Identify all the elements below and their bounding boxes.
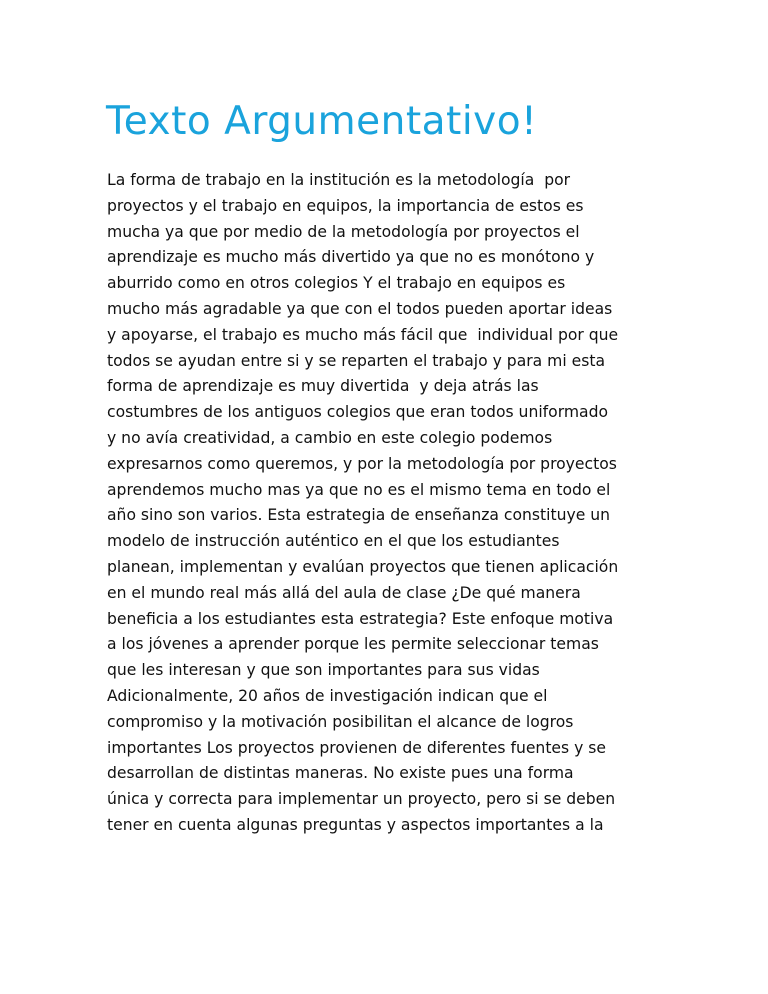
text-line: aprendemos mucho mas ya que no es el mismo tema en todo el bbox=[107, 480, 611, 499]
text-line: tener en cuenta algunas preguntas y aspectos importantes a la bbox=[107, 815, 604, 834]
text-line: forma de aprendizaje es muy divertida y deja atrás las bbox=[107, 377, 539, 396]
text-line: planean, implementan y evalúan proyectos que tienen aplicación bbox=[107, 557, 619, 576]
text-line: proyectos y el trabajo en equipos, la importancia de estos es bbox=[107, 196, 584, 215]
text-line: expresarnos como queremos, y por la metodología por proyectos bbox=[107, 454, 617, 473]
document-title: Texto Argumentativo! bbox=[106, 99, 538, 144]
text-line: aprendizaje es mucho más divertido ya que no es monótono y bbox=[107, 248, 595, 267]
text-line: año sino son varios. Esta estrategia de enseñanza constituye un bbox=[107, 506, 611, 525]
text-line: mucha ya que por medio de la metodología por proyectos el bbox=[107, 222, 580, 241]
text-line: todos se ayudan entre si y se reparten el trabajo y para mi esta bbox=[107, 351, 606, 370]
text-line: La forma de trabajo en la institución es la metodología por bbox=[107, 171, 571, 189]
text-line: a los jóvenes a aprender porque les permite seleccionar temas bbox=[107, 635, 599, 654]
text-line: que les interesan y que son importantes para sus vidas bbox=[107, 661, 540, 680]
text-line: y no avía creatividad, a cambio en este colegio podemos bbox=[107, 428, 553, 447]
text-line: y apoyarse, el trabajo es mucho más fácil que individual por que bbox=[107, 325, 619, 344]
text-line: Adicionalmente, 20 años de investigación indican que el bbox=[107, 686, 548, 705]
text-line: aburrido como en otros colegios Y el trabajo en equipos es bbox=[107, 274, 566, 293]
text-line: compromiso y la motivación posibilitan el alcance de logros bbox=[107, 712, 574, 731]
text-line: importantes Los proyectos provienen de diferentes fuentes y se bbox=[107, 738, 607, 757]
text-line: costumbres de los antiguos colegios que eran todos uniformado bbox=[107, 403, 609, 422]
text-line: única y correcta para implementar un proyecto, pero si se deben bbox=[107, 790, 616, 809]
document-body bbox=[107, 168, 618, 839]
text-line: modelo de instrucción auténtico en el que los estudiantes bbox=[107, 532, 560, 551]
text-line: en el mundo real más allá del aula de clase ¿De qué manera bbox=[107, 583, 581, 602]
text-line: mucho más agradable ya que con el todos pueden aportar ideas bbox=[107, 299, 613, 318]
text-line: beneficia a los estudiantes esta estrategia? Este enfoque motiva bbox=[107, 609, 614, 628]
text-line: desarrollan de distintas maneras. No existe pues una forma bbox=[107, 764, 574, 783]
